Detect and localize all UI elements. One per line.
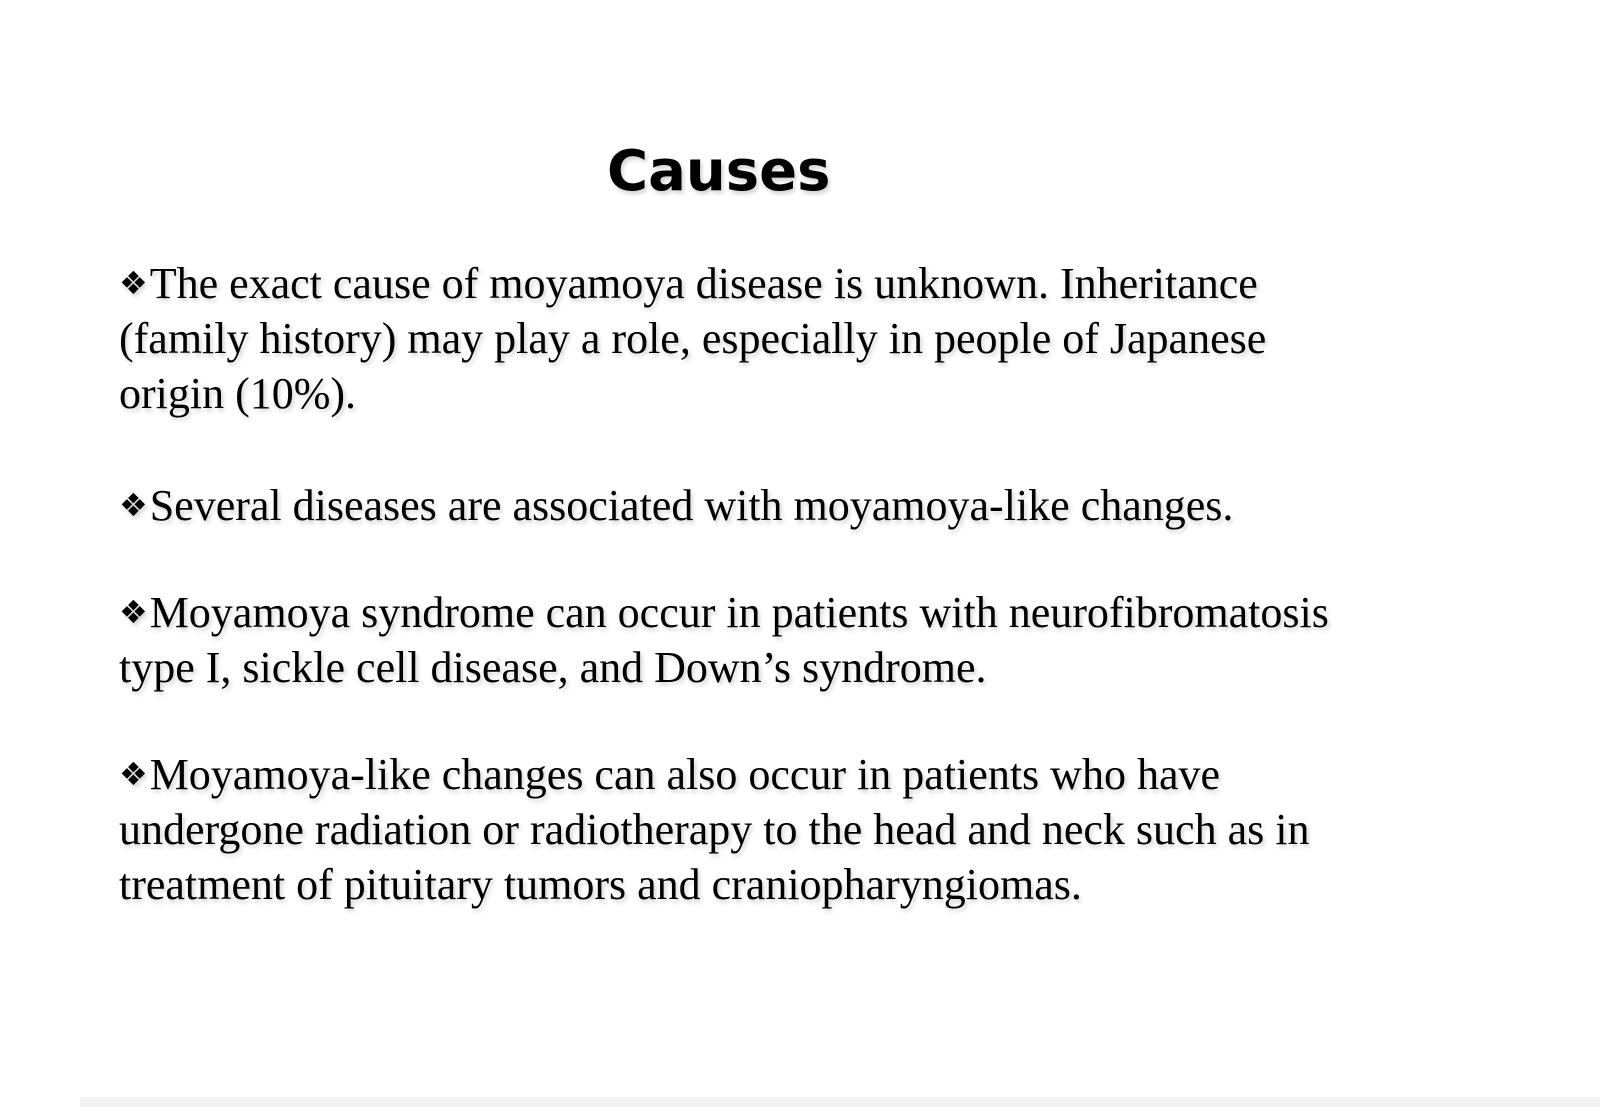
bullet-line: type I, sickle cell disease, and Down’s syndrome. [119, 643, 987, 692]
bullet-item-4 [119, 747, 1309, 912]
bullet-line [119, 747, 1309, 802]
slide-title: Causes [607, 139, 831, 204]
bullet-line: origin (10%). [119, 369, 357, 418]
bullet-text: Moyamoya syndrome can occur in patients with neurofibromatosis [149, 588, 1329, 637]
bullet-line: treatment of pituitary tumors and craniopharyngiomas. [119, 860, 1082, 909]
bottom-strip [80, 1097, 1600, 1107]
diamond-bullet-icon: ❖ [119, 593, 148, 631]
bullet-line [119, 478, 1233, 533]
bullet-line [119, 256, 1266, 311]
diamond-bullet-icon: ❖ [119, 486, 148, 524]
diamond-bullet-icon: ❖ [119, 264, 148, 302]
bullet-line: undergone radiation or radiotherapy to the head and neck such as in [119, 805, 1310, 854]
bullet-text: Moyamoya-like changes can also occur in patients who have [149, 750, 1220, 799]
bullet-item-2 [119, 478, 1233, 533]
bullet-line [119, 585, 1329, 640]
bullet-text: Several diseases are associated with moyamoya-like changes. [149, 481, 1234, 530]
bullet-text: The exact cause of moyamoya disease is unknown. Inheritance [149, 259, 1258, 308]
diamond-bullet-icon: ❖ [119, 755, 148, 793]
bullet-item-1 [119, 256, 1266, 421]
bullet-item-3 [119, 585, 1329, 695]
bullet-line: (family history) may play a role, especially in people of Japanese [119, 314, 1267, 363]
